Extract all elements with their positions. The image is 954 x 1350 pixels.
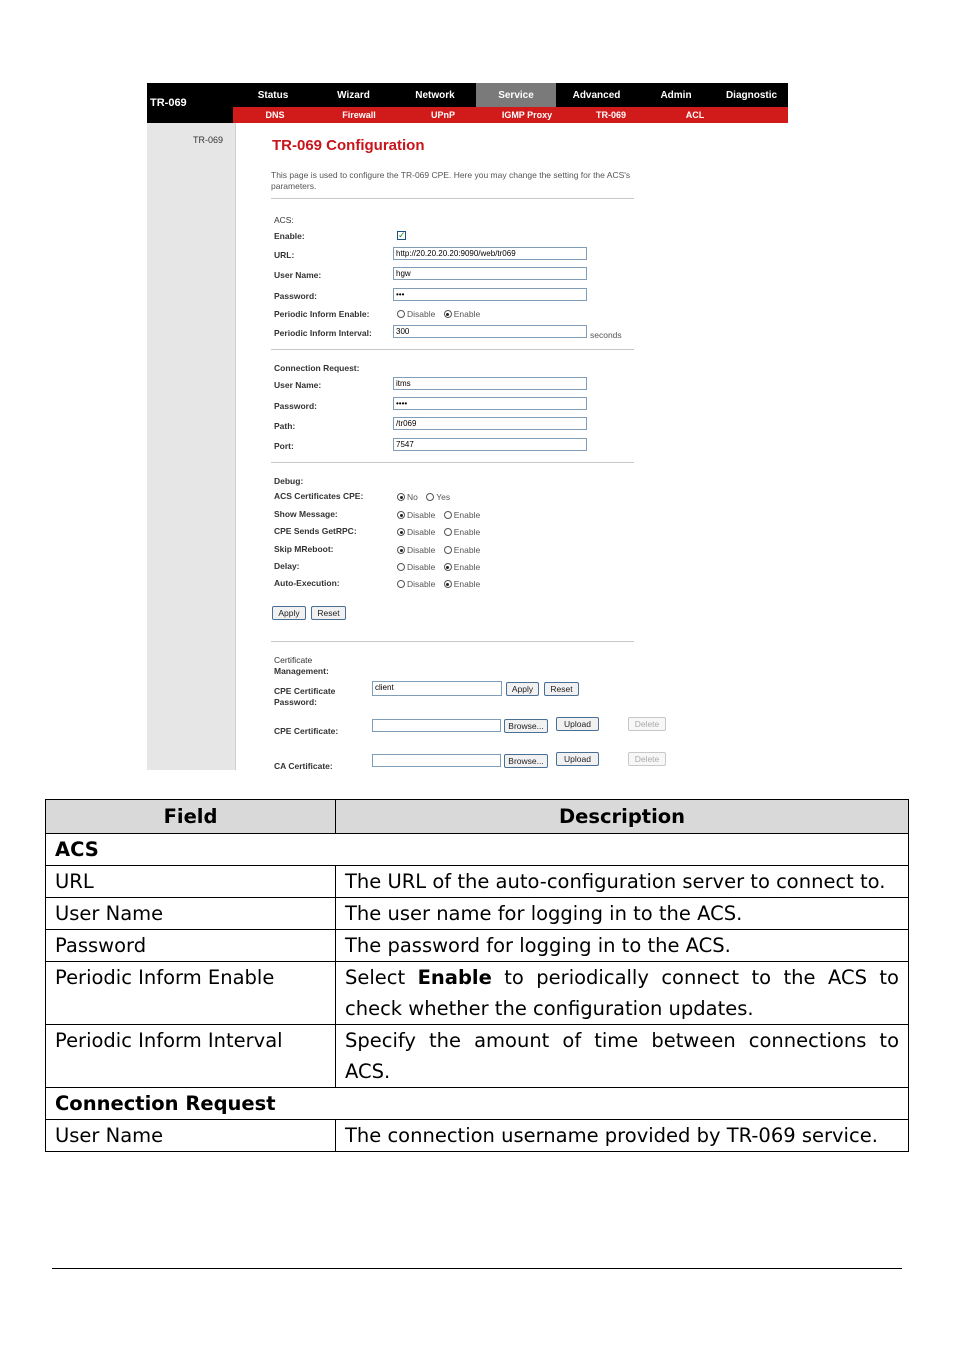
radio-label: Yes (436, 492, 451, 502)
table-row (46, 1025, 909, 1088)
desc-bold: Enable (417, 966, 492, 989)
conn-username-input[interactable]: itms (393, 377, 587, 390)
conn-port-input[interactable]: 7547 (393, 438, 587, 451)
field-description-table (45, 799, 909, 1152)
field-cell: Periodic Inform Enable (46, 962, 336, 1025)
table-row (46, 898, 909, 930)
subtab-upnp[interactable]: UPnP (430, 110, 455, 120)
brand-label: TR-069 (147, 83, 233, 123)
ca-cert-upload-button[interactable]: Upload (556, 752, 599, 766)
subtab-firewall[interactable]: Firewall (342, 110, 376, 120)
table-row (46, 962, 909, 1025)
description-cell: The password for logging in to the ACS. (336, 930, 909, 962)
acs-password-label: Password: (274, 291, 317, 301)
divider (271, 198, 634, 199)
divider (271, 349, 634, 350)
field-cell: User Name (46, 1120, 336, 1152)
show-message-radio-group (397, 510, 480, 520)
description-cell: The URL of the auto-configuration server to connect to. (336, 866, 909, 898)
table-row (46, 866, 909, 898)
conn-path-input[interactable]: /tr069 (393, 417, 587, 430)
cpe-cert-upload-button[interactable]: Upload (556, 717, 599, 731)
acs-password-input[interactable]: ••• (393, 288, 587, 301)
section-acs: ACS (46, 834, 909, 866)
seconds-unit: seconds (590, 330, 622, 340)
ca-cert-file-input[interactable] (372, 754, 501, 767)
debug-section-label: Debug: (274, 476, 304, 486)
acs-cert-label: ACS Certificates CPE: (274, 491, 364, 501)
description-cell: Specify the amount of time between connections to ACS. (336, 1025, 909, 1088)
radio-enable[interactable] (444, 580, 452, 588)
radio-disable[interactable] (397, 563, 405, 571)
desc-text: to periodically connect to the ACS to check whether the configuration updates. (345, 966, 899, 1020)
radio-enable[interactable] (444, 511, 452, 519)
periodic-enable-label: Periodic Inform Enable: (274, 309, 370, 319)
delay-label: Delay: (274, 561, 300, 571)
tab-network[interactable]: Network (415, 90, 455, 101)
field-cell: URL (46, 866, 336, 898)
conn-password-label: Password: (274, 401, 317, 411)
table-header-row (46, 800, 909, 834)
radio-disable[interactable] (397, 546, 405, 554)
ca-cert-delete-button[interactable]: Delete (628, 752, 666, 766)
acs-url-input[interactable]: http://20.20.20.20:9090/web/tr069 (393, 247, 587, 260)
section-row (46, 1088, 909, 1120)
periodic-interval-label: Periodic Inform Interval: (274, 328, 372, 338)
conn-username-label: User Name: (274, 380, 322, 390)
tab-service[interactable]: Service (476, 83, 556, 107)
radio-label: Enable (453, 309, 481, 319)
radio-label: Enable (453, 562, 481, 572)
skip-mreboot-label: Skip MReboot: (274, 544, 334, 554)
page-title: TR-069 Configuration (272, 137, 425, 154)
radio-label: Disable (407, 579, 436, 589)
router-screenshot (147, 83, 788, 770)
field-cell: Password (46, 930, 336, 962)
config-panel (236, 123, 788, 770)
description-cell: The user name for logging in to the ACS. (336, 898, 909, 930)
radio-yes[interactable] (426, 493, 434, 501)
radio-label: No (407, 492, 418, 502)
acs-enable-label: Enable: (274, 231, 305, 241)
header-description: Description (336, 800, 909, 834)
radio-label: Disable (407, 527, 436, 537)
cpe-cert-browse-button[interactable]: Browse... (504, 719, 548, 733)
auto-exec-label: Auto-Execution: (274, 578, 340, 588)
tab-diagnostic[interactable]: Diagnostic (725, 90, 778, 101)
radio-label: Enable (453, 579, 481, 589)
table-row (46, 930, 909, 962)
acs-cert-radio-group (397, 492, 450, 502)
section-row (46, 834, 909, 866)
radio-label: Disable (407, 309, 436, 319)
cpe-cert-password-label (274, 686, 335, 708)
cpe-cert-delete-button[interactable]: Delete (628, 717, 666, 731)
radio-enable[interactable] (444, 528, 452, 536)
field-cell: Periodic Inform Interval (46, 1025, 336, 1088)
acs-username-label: User Name: (274, 270, 322, 280)
acs-username-input[interactable]: hgw (393, 267, 587, 280)
page-intro: This page is used to configure the TR-069 CPE. Here you may change the setting for the ACS's parameters. (271, 170, 631, 191)
cpe-cert-password-input[interactable]: client (372, 681, 502, 696)
radio-no[interactable] (397, 493, 405, 501)
radio-label: Enable (453, 527, 481, 537)
radio-disable[interactable] (397, 511, 405, 519)
conn-password-input[interactable]: •••• (393, 397, 587, 410)
skip-mreboot-radio-group (397, 545, 480, 555)
divider (271, 641, 634, 642)
radio-disable[interactable] (397, 580, 405, 588)
section-connection-request: Connection Request (46, 1088, 909, 1120)
tab-admin[interactable]: Admin (660, 90, 692, 101)
ca-cert-label: CA Certificate: (274, 761, 333, 770)
conn-section-label: Connection Request: (274, 363, 360, 373)
description-cell: The connection username provided by TR-069 service. (336, 1120, 909, 1152)
cert-section-label (274, 655, 329, 677)
description-cell (336, 962, 909, 1025)
acs-url-label: URL: (274, 250, 295, 260)
radio-label: Disable (407, 562, 436, 572)
radio-enable[interactable] (444, 546, 452, 554)
show-message-label: Show Message: (274, 509, 338, 519)
header-field: Field (46, 800, 336, 834)
radio-disable[interactable] (397, 528, 405, 536)
radio-disable[interactable] (397, 310, 405, 318)
cert-reset-button[interactable]: Reset (544, 682, 579, 696)
radio-label: Enable (453, 510, 481, 520)
divider (271, 462, 634, 463)
cert-apply-button[interactable]: Apply (506, 682, 539, 696)
apply-button[interactable]: Apply (272, 606, 306, 620)
cert-section-line: Certificate (274, 655, 313, 665)
acs-section-label: ACS: (274, 215, 294, 225)
subtab-igmp-proxy[interactable]: IGMP Proxy (501, 110, 553, 120)
desc-text: Select (345, 966, 418, 989)
radio-enable[interactable] (444, 310, 452, 318)
radio-label: Enable (453, 545, 481, 555)
sidebar (147, 123, 236, 770)
label-line: Password: (274, 697, 317, 707)
periodic-enable-radio-group (397, 309, 480, 319)
auto-exec-radio-group (397, 579, 480, 589)
tab-status[interactable]: Status (257, 90, 289, 101)
cert-section-line: Management: (274, 666, 329, 676)
radio-label: Disable (407, 510, 436, 520)
footer-rule (52, 1268, 902, 1269)
label-line: CPE Certificate (274, 686, 336, 696)
table-row (46, 1120, 909, 1152)
sub-nav (233, 107, 788, 123)
subtab-acl[interactable]: ACL (685, 110, 705, 120)
cpe-getrpc-label: CPE Sends GetRPC: (274, 526, 357, 536)
radio-enable[interactable] (444, 563, 452, 571)
acs-enable-checkbox[interactable]: ✓ (398, 230, 406, 240)
ca-cert-browse-button[interactable]: Browse... (504, 754, 548, 768)
reset-button[interactable]: Reset (311, 606, 346, 620)
subtab-dns[interactable]: DNS (265, 110, 285, 120)
top-nav (233, 83, 788, 107)
cpe-getrpc-radio-group (397, 527, 480, 537)
cpe-cert-file-input[interactable] (372, 719, 501, 732)
periodic-interval-input[interactable]: 300 (393, 325, 587, 338)
cpe-cert-label: CPE Certificate: (274, 726, 339, 736)
subtab-tr069[interactable]: TR-069 (595, 110, 626, 120)
field-cell: User Name (46, 898, 336, 930)
tab-advanced[interactable]: Advanced (572, 90, 621, 101)
sidebar-item-tr069[interactable]: TR-069 (193, 135, 224, 145)
delay-radio-group (397, 562, 480, 572)
tab-wizard[interactable]: Wizard (337, 90, 370, 101)
conn-port-label: Port: (274, 441, 294, 451)
radio-label: Disable (407, 545, 436, 555)
conn-path-label: Path: (274, 421, 296, 431)
